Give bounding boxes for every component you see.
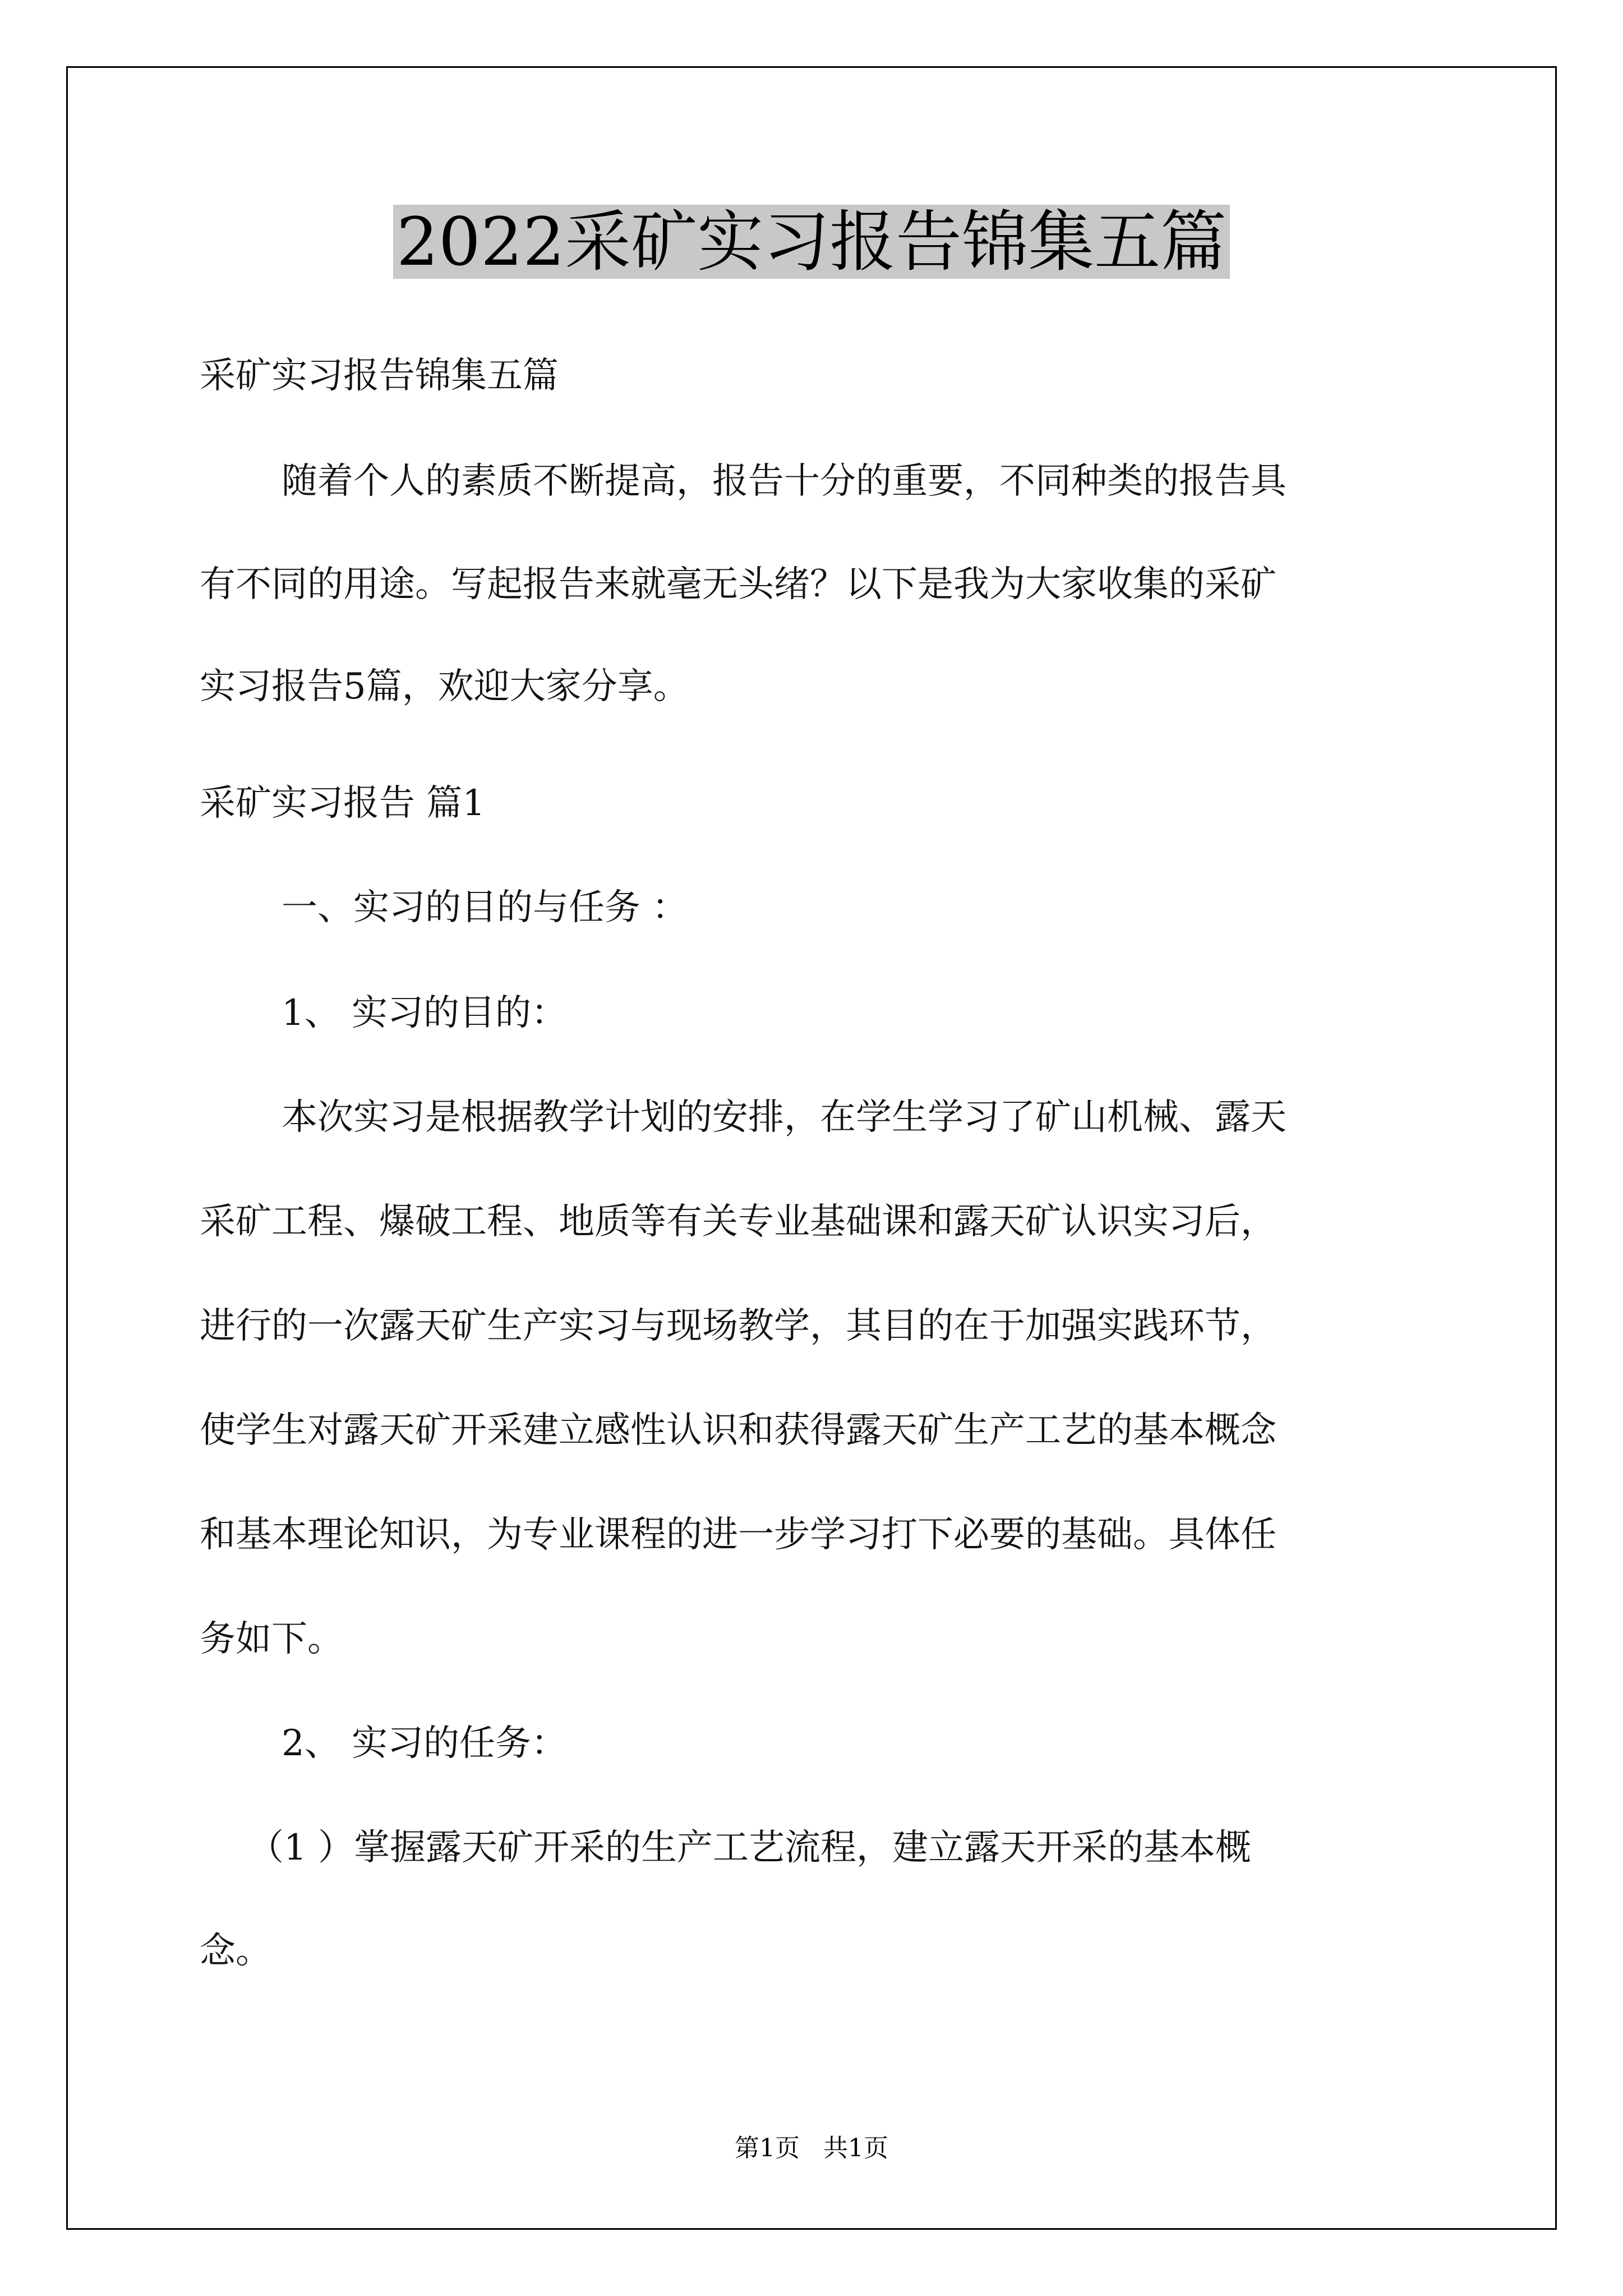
list-item-line: （1 ）掌握露天矿开采的生产工艺流程，建立露天开采的基本概: [248, 1827, 1252, 1869]
paragraph-line: 本次实习是根据教学计划的安排，在学生学习了矿山机械、露天: [282, 1097, 1287, 1138]
list-item-line: 念。: [200, 1930, 271, 1972]
subheading: 1、 实习的目的：: [282, 992, 568, 1034]
paragraph-line: 实习报告5篇，欢迎大家分享。: [200, 666, 689, 707]
subtitle-line: 采矿实习报告锦集五篇: [200, 355, 559, 397]
page-footer: 第1页 共1页: [735, 2134, 888, 2162]
paragraph-line: 进行的一次露天矿生产实习与现场教学，其目的在于加强实践环节，: [200, 1305, 1276, 1347]
paragraph-line: 采矿工程、爆破工程、地质等有关专业基础课和露天矿认识实习后，: [200, 1201, 1276, 1243]
paragraph-line: 和基本理论知识，为专业课程的进一步学习打下必要的基础。具体任: [200, 1514, 1276, 1556]
paragraph-line: 随着个人的素质不断提高，报告十分的重要，不同种类的报告具: [282, 461, 1287, 502]
section-heading: 采矿实习报告 篇1: [200, 783, 486, 824]
paragraph-line: 有不同的用途。写起报告来就毫无头绪？以下是我为大家收集的采矿: [200, 564, 1276, 605]
subheading: 一、实习的目的与任务 ：: [282, 887, 688, 928]
paragraph-line: 务如下。: [200, 1618, 343, 1660]
document-title: 2022采矿实习报告锦集五篇: [393, 205, 1230, 279]
paragraph-line: 使学生对露天矿开采建立感性认识和获得露天矿生产工艺的基本概念: [200, 1410, 1276, 1451]
subheading: 2、 实习的任务：: [282, 1723, 568, 1764]
